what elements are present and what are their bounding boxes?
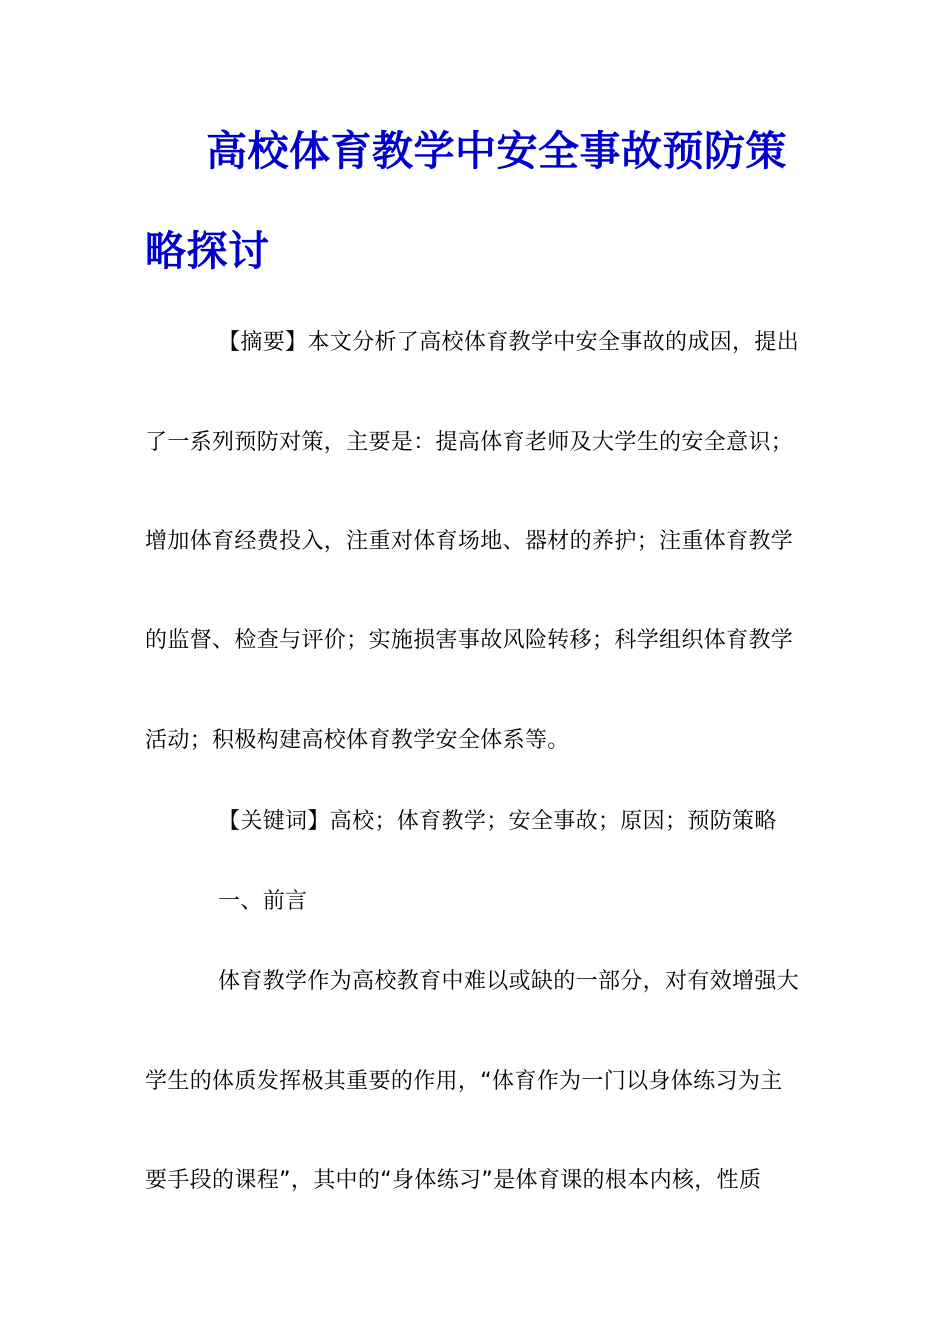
document-title-line-2: 略探讨 xyxy=(145,227,270,275)
paragraph-line-3: 要手段的课程”，其中的“身体练习”是体育课的根本内核，性质 xyxy=(145,1168,762,1193)
abstract-line-4: 的监督、检查与评价；实施损害事故风险转移；科学组织体育教学 xyxy=(145,628,794,653)
abstract-line-5: 活动；积极构建高校体育教学安全体系等。 xyxy=(145,728,570,753)
paragraph-line-2: 学生的体质发挥极其重要的作用，“体育作为一门以身体练习为主 xyxy=(145,1069,783,1094)
abstract-line-2: 了一系列预防对策，主要是：提高体育老师及大学生的安全意识； xyxy=(145,430,794,455)
keywords-line: 【关键词】高校；体育教学；安全事故；原因；预防策略 xyxy=(218,809,777,834)
paragraph-line-1: 体育教学作为高校教育中难以或缺的一部分，对有效增强大 xyxy=(218,969,800,994)
document-title-line-1: 高校体育教学中安全事故预防策 xyxy=(206,127,787,175)
abstract-line-3: 增加体育经费投入，注重对体育场地、器材的养护；注重体育教学 xyxy=(145,529,794,554)
abstract-line-1: 【摘要】本文分析了高校体育教学中安全事故的成因，提出 xyxy=(218,330,800,355)
section-heading-preface: 一、前言 xyxy=(218,889,308,914)
